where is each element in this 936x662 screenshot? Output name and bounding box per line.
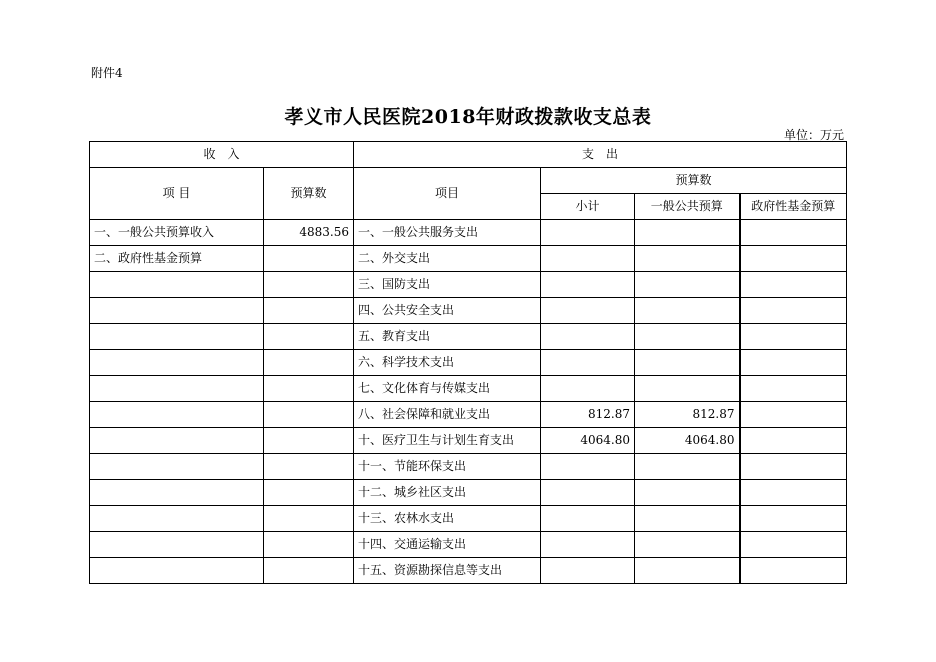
income-item-cell	[90, 376, 264, 402]
expense-item-cell: 四、公共安全支出	[354, 298, 541, 324]
subtotal-cell	[541, 220, 635, 246]
income-item-cell: 一、一般公共预算收入	[90, 220, 264, 246]
page-title: 孝义市人民医院2018年财政拨款收支总表	[284, 106, 652, 128]
fund-budget-cell	[740, 402, 847, 428]
fund-budget-cell	[740, 376, 847, 402]
subtotal-cell	[541, 246, 635, 272]
expense-item-cell: 一、一般公共服务支出	[354, 220, 541, 246]
expense-item-cell: 十五、资源勘探信息等支出	[354, 558, 541, 584]
income-item-cell	[90, 298, 264, 324]
subtotal-cell: 4064.80	[541, 428, 635, 454]
fund-budget-cell	[740, 298, 847, 324]
budget-table	[89, 141, 847, 584]
expense-item-cell: 五、教育支出	[354, 324, 541, 350]
fund-budget-cell	[740, 350, 847, 376]
table-row	[90, 532, 847, 558]
general-budget-cell: 812.87	[635, 402, 740, 428]
fund-budget-cell	[740, 324, 847, 350]
unit-label: 单位：万元	[783, 128, 844, 142]
income-amount-header: 预算数	[264, 168, 354, 220]
fund-budget-cell	[740, 428, 847, 454]
income-amount-cell	[264, 428, 354, 454]
general-budget-cell	[635, 480, 740, 506]
income-amount-cell	[264, 558, 354, 584]
subtotal-cell	[541, 480, 635, 506]
general-budget-cell	[635, 350, 740, 376]
general-budget-cell	[635, 272, 740, 298]
general-budget-cell	[635, 376, 740, 402]
table-row	[90, 558, 847, 584]
fund-budget-cell	[740, 506, 847, 532]
fund-budget-cell	[740, 480, 847, 506]
general-budget-cell	[635, 220, 740, 246]
fund-budget-cell	[740, 558, 847, 584]
subtotal-cell: 812.87	[541, 402, 635, 428]
income-amount-cell	[264, 298, 354, 324]
income-item-cell	[90, 428, 264, 454]
fund-budget-cell	[740, 246, 847, 272]
table-row	[90, 350, 847, 376]
income-item-cell	[90, 402, 264, 428]
expense-budget-header: 预算数	[541, 168, 847, 194]
income-amount-cell	[264, 506, 354, 532]
table-row	[90, 298, 847, 324]
income-amount-cell	[264, 350, 354, 376]
expense-item-cell: 二、外交支出	[354, 246, 541, 272]
income-amount-cell	[264, 272, 354, 298]
subtotal-cell	[541, 454, 635, 480]
expense-item-cell: 十四、交通运输支出	[354, 532, 541, 558]
attachment-label: 附件4	[91, 66, 123, 80]
subtotal-cell	[541, 558, 635, 584]
table-row	[90, 272, 847, 298]
fund-budget-header: 政府性基金预算	[740, 194, 847, 220]
income-amount-cell	[264, 454, 354, 480]
general-budget-cell	[635, 298, 740, 324]
table-row	[90, 402, 847, 428]
subtotal-cell	[541, 324, 635, 350]
income-header: 收 入	[90, 142, 354, 168]
subtotal-cell	[541, 506, 635, 532]
fund-budget-cell	[740, 272, 847, 298]
header-row-2	[90, 168, 847, 194]
table-row	[90, 454, 847, 480]
table-row	[90, 324, 847, 350]
general-budget-cell	[635, 454, 740, 480]
subtotal-cell	[541, 532, 635, 558]
income-item-cell	[90, 272, 264, 298]
general-budget-cell	[635, 558, 740, 584]
expense-item-cell: 六、科学技术支出	[354, 350, 541, 376]
expense-item-cell: 十、医疗卫生与计划生育支出	[354, 428, 541, 454]
income-item-cell	[90, 506, 264, 532]
fund-budget-cell	[740, 532, 847, 558]
expense-item-cell: 十一、节能环保支出	[354, 454, 541, 480]
fund-budget-cell	[740, 454, 847, 480]
subtotal-cell	[541, 298, 635, 324]
subtotal-cell	[541, 376, 635, 402]
expense-item-cell: 八、社会保障和就业支出	[354, 402, 541, 428]
expense-item-cell: 七、文化体育与传媒支出	[354, 376, 541, 402]
expense-item-cell: 十三、农林水支出	[354, 506, 541, 532]
general-budget-cell	[635, 246, 740, 272]
subtotal-cell	[541, 272, 635, 298]
table-row	[90, 506, 847, 532]
expense-item-cell: 十二、城乡社区支出	[354, 480, 541, 506]
general-budget-cell	[635, 324, 740, 350]
subtotal-cell	[541, 350, 635, 376]
subtotal-header: 小计	[541, 194, 635, 220]
income-amount-cell: 4883.56	[264, 220, 354, 246]
table-row	[90, 246, 847, 272]
table-row	[90, 428, 847, 454]
income-item-cell	[90, 350, 264, 376]
expense-item-header: 项目	[354, 168, 541, 220]
table-row	[90, 220, 847, 246]
table-row	[90, 480, 847, 506]
income-item-header: 项 目	[90, 168, 264, 220]
income-item-cell	[90, 480, 264, 506]
general-budget-cell: 4064.80	[635, 428, 740, 454]
income-amount-cell	[264, 532, 354, 558]
income-amount-cell	[264, 324, 354, 350]
expense-header: 支 出	[354, 142, 847, 168]
table-row	[90, 376, 847, 402]
header-row-1	[90, 142, 847, 168]
general-budget-header: 一般公共预算	[635, 194, 740, 220]
general-budget-cell	[635, 506, 740, 532]
income-item-cell	[90, 558, 264, 584]
income-amount-cell	[264, 402, 354, 428]
income-amount-cell	[264, 376, 354, 402]
expense-item-cell: 三、国防支出	[354, 272, 541, 298]
income-amount-cell	[264, 246, 354, 272]
general-budget-cell	[635, 532, 740, 558]
income-item-cell: 二、政府性基金预算	[90, 246, 264, 272]
income-item-cell	[90, 532, 264, 558]
income-item-cell	[90, 454, 264, 480]
income-amount-cell	[264, 480, 354, 506]
income-item-cell	[90, 324, 264, 350]
fund-budget-cell	[740, 220, 847, 246]
